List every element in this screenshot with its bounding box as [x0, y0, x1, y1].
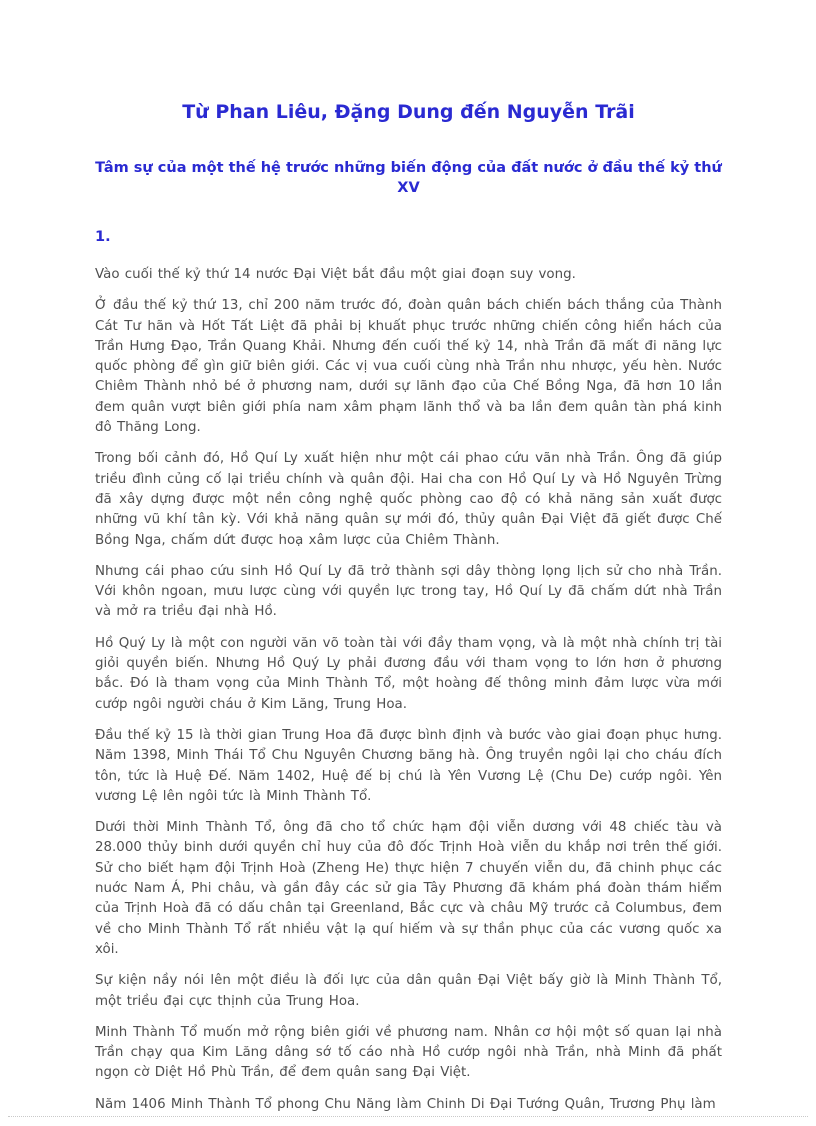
paragraph: Trong bối cảnh đó, Hồ Quí Ly xuất hiện như một cái phao cứu vãn nhà Trần. Ông đã giúp triều đình củng cố lại triều chính và quân đội. Hai cha con Hồ Quí Ly và Hồ Nguyên Trừng đã xây dựng được một nền công nghệ quốc phòng cao độ có khả năng sản xuất được những vũ khí tân kỳ. Với khả năng quân sự mới đó, thủy quân Đại Việt đã giết được Chế Bồng Nga, chấm dứt được hoạ xâm lược của Chiêm Thành. — [95, 451, 722, 548]
paragraph: Đầu thế kỷ 15 là thời gian Trung Hoa đã được bình định và bước vào giai đoạn phục hưng. Năm 1398, Minh Thái Tổ Chu Nguyên Chương băng hà. Ông truyền ngôi lại cho cháu đích tôn, tức là Huệ Đế. Năm 1402, Huệ đế bị chú là Yên Vương Lệ (Chu De) cướp ngôi. Yên vương Lệ lên ngôi tức là Minh Thành Tổ. — [95, 727, 722, 804]
section-number: 1. — [95, 229, 111, 245]
document-content — [95, 0, 722, 1126]
paragraph: Hồ Quý Ly là một con người văn võ toàn tài với đầy tham vọng, và là một nhà chính trị tài giỏi quyền biến. Nhưng Hồ Quý Ly phải đương đầu với tham vọng to lớn hơn ở phương bắc. Đó là tham vọng của Minh Thành Tổ, một hoàng đế thông minh đảm lược vừa mới cướp ngôi người cháu ở Kim Lăng, Trung Hoa. — [95, 635, 722, 712]
paragraph: Dưới thời Minh Thành Tổ, ông đã cho tổ chức hạm đội viễn dương với 48 chiếc tàu và 28.000 thủy binh dưới quyền chỉ huy của đô đốc Trịnh Hoà viễn du khắp nơi trên thế giới. Sử cho biết hạm đội Trịnh Hoà (Zheng He) thực hiện 7 chuyến viễn du, đã chinh phục các nuớc Nam Á, Phi châu, và gần đây các sử gia Tây Phương đã khám phá đoàn thám hiểm của Trịnh Hoà đã có dấu chân tại Greenland, Bắc cực và châu Mỹ trước cả Columbus, đem về cho Minh Thành Tổ rất nhiều vật lạ quí hiếm và sự thần phục của các vương quốc xa xôi. — [95, 820, 722, 957]
paragraph: Ở đầu thế kỷ thứ 13, chỉ 200 năm trước đó, đoàn quân bách chiến bách thắng của Thành Cát Tư hãn và Hốt Tất Liệt đã phải bị khuất phục trước những chiến công hiển hách của Trần Hưng Đạo, Trần Quang Khải. Nhưng đến cuối thế kỷ 14, nhà Trần đã mất đi năng lực quốc phòng để gìn giữ biên giới. Các vị vua cuối cùng nhà Trần nhu nhược, yếu hèn. Nước Chiêm Thành nhỏ bé ở phương nam, dưới sự lãnh đạo của Chế Bồng Nga, đã hơn 10 lần đem quân vượt biên giới phía nam xâm phạm lãnh thổ và ba lần đem quân tàn phá kinh đô Thăng Long. — [95, 298, 722, 436]
paragraph: Vào cuối thế kỷ thứ 14 nước Đại Việt bắt đầu một giai đoạn suy vong. — [95, 267, 576, 282]
paragraph: Minh Thành Tổ muốn mở rộng biên giới về phương nam. Nhân cơ hội một số quan lại nhà Trần chạy qua Kim Lăng dâng sớ tố cáo nhà Hồ cướp ngôi nhà Trần, nhà Minh đã phất ngọn cờ Diệt Hồ Phù Trần, để đem quân sang Đại Việt. — [95, 1024, 722, 1081]
page-subtitle: Tâm sự của một thế hệ trước những biến động của đất nước ở đầu thế kỷ thứ XV — [95, 160, 722, 196]
paragraph: Nhưng cái phao cứu sinh Hồ Quí Ly đã trở thành sợi dây thòng lọng lịch sử cho nhà Trần. Với khôn ngoan, mưu lược cùng với quyền lực trong tay, Hồ Quí Ly đã chấm dứt nhà Trần và mở ra triều đại nhà Hồ. — [95, 563, 722, 620]
page-title: Từ Phan Liêu, Đặng Dung đến Nguyễn Trãi — [182, 101, 635, 123]
body-paragraphs — [95, 247, 722, 1115]
paragraph: Sự kiện nầy nói lên một điều là đối lực của dân quân Đại Việt bấy giờ là Minh Thành Tổ, một triều đại cực thịnh của Trung Hoa. — [95, 973, 722, 1009]
paragraph: Năm 1406 Minh Thành Tổ phong Chu Năng làm Chinh Di Đại Tướng Quân, Trương Phụ làm — [95, 1096, 716, 1112]
page-break-divider — [8, 1116, 808, 1117]
